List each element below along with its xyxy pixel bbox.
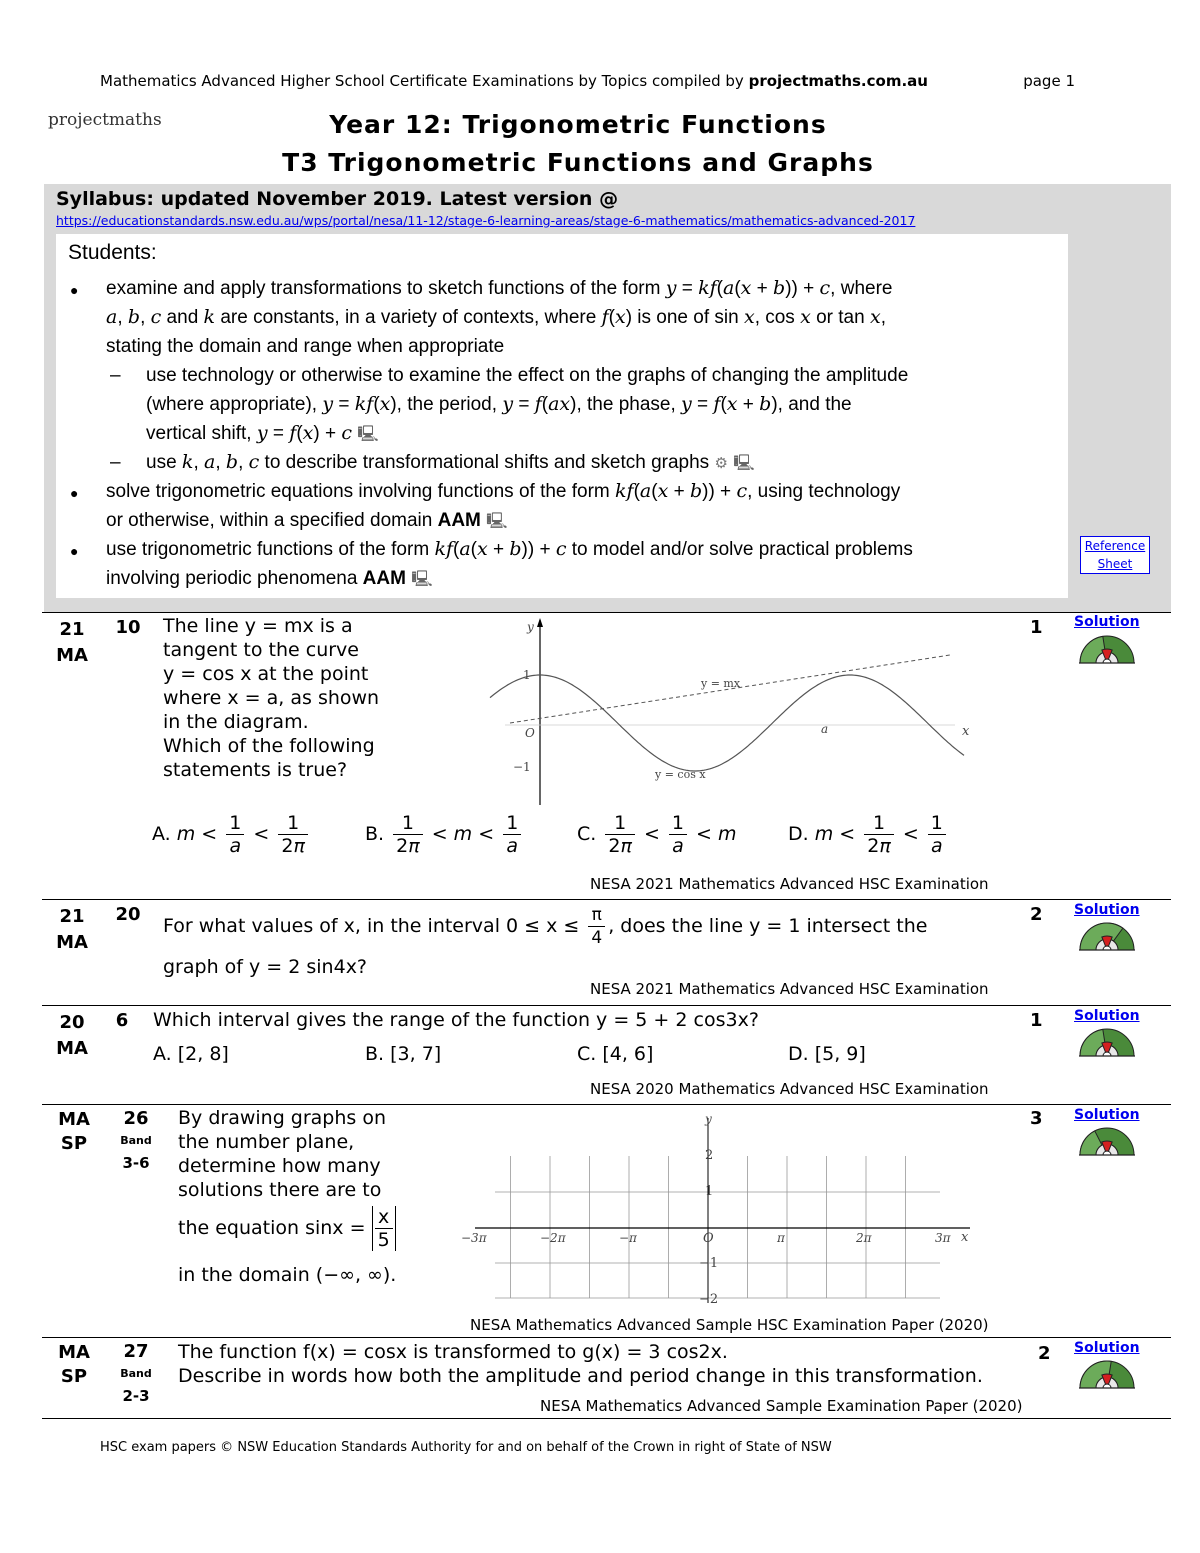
question-source: NESA 2021 Mathematics Advanced HSC Examination <box>590 875 989 893</box>
grid <box>495 1156 940 1298</box>
bullet: ● <box>70 485 79 501</box>
outcome-line: or otherwise, within a specified domain AAM 🖳 <box>106 510 508 531</box>
header-site[interactable]: projectmaths.com.au <box>748 72 928 90</box>
outcome-line: stating the domain and range when appropriate <box>106 336 505 357</box>
text-line: y = cos x at the point <box>163 663 369 685</box>
y-minus-one-label: −1 <box>699 1256 719 1271</box>
footer-copyright: HSC exam papers © NSW Education Standards Authority for and on behalf of the Crown in right of State of NSW <box>100 1440 832 1455</box>
frac-denominator: 4 <box>591 928 603 948</box>
year: 20 <box>59 1012 85 1033</box>
option-a[interactable]: A. m < $\frac{1}{a}$ < $\frac{1}{2\pi}$ <box>152 812 311 857</box>
abs-value <box>372 1206 396 1251</box>
domain-text: in the domain (−∞, ∞). <box>178 1264 397 1286</box>
x-tick-label: π <box>777 1231 785 1245</box>
question-year <box>52 904 92 956</box>
course: MA <box>56 1038 88 1059</box>
x-tick-label: 3π <box>935 1231 951 1245</box>
outcome-line: (where appropriate), y = kf(x), the period, y = f(ax), the phase, y = f(x + b), and the <box>146 393 852 415</box>
text-part: For what values of x, in the interval 0 ≤ x ≤ <box>163 915 580 937</box>
question-year <box>52 1341 96 1389</box>
page-subtitle: T3 Trigonometric Functions and Graphs <box>282 148 874 177</box>
question-number <box>114 1341 158 1407</box>
difficulty-gauge <box>1077 1357 1137 1391</box>
divider <box>42 899 1171 900</box>
text-line: in the diagram. <box>163 711 309 733</box>
question-number: 6 <box>115 1010 129 1031</box>
text-line: statements is true? <box>163 759 348 781</box>
computer-icon: 🖳 <box>486 513 508 530</box>
line-label: y = mx <box>701 677 741 690</box>
course: SP <box>60 1133 88 1154</box>
y-axis-arrow <box>537 618 543 627</box>
question-text-line2: graph of y = 2 sin4x? <box>163 956 368 978</box>
band-label: Band <box>120 1134 152 1147</box>
question-year <box>52 1010 92 1062</box>
frac-denominator: 5 <box>377 1229 390 1251</box>
reference-line1: Reference <box>1084 539 1146 553</box>
tangent-graph <box>485 615 985 810</box>
page-title: Year 12: Trigonometric Functions <box>329 110 827 139</box>
header-text: Mathematics Advanced Higher School Certificate Examinations by Topics compiled by <box>100 72 749 90</box>
year: 21 <box>59 619 85 640</box>
dash: – <box>110 365 121 386</box>
equation-text: the equation sinx = <box>178 1217 366 1239</box>
band-value: 2-3 <box>122 1387 150 1405</box>
origin-label: O <box>525 726 535 740</box>
frac-numerator: π <box>588 904 605 927</box>
course: MA <box>56 932 88 953</box>
gears-icon: ⚙ <box>714 455 728 472</box>
text-line: the number plane, <box>178 1131 355 1153</box>
x-tick-label: −π <box>619 1231 637 1245</box>
a-label: a <box>821 722 829 736</box>
difficulty-gauge <box>1077 919 1137 953</box>
divider <box>42 612 1171 613</box>
question-source: NESA 2021 Mathematics Advanced HSC Examination <box>590 980 989 998</box>
option-d[interactable]: D. [5, 9] <box>788 1043 866 1065</box>
bullet: ● <box>70 543 79 559</box>
question-number: 20 <box>115 904 141 925</box>
band-label: Band <box>120 1367 152 1380</box>
text-line: determine how many <box>178 1155 381 1177</box>
option-c[interactable]: C. [4, 6] <box>577 1043 654 1065</box>
question-text-line1: The function f(x) = cosx is transformed to g(x) = 3 cos2x. <box>178 1341 728 1363</box>
reference-line2: Sheet <box>1097 557 1133 571</box>
solution-link[interactable]: Solution <box>1074 1340 1140 1356</box>
option-a[interactable]: A. [2, 8] <box>153 1043 229 1065</box>
option-b[interactable]: B. [3, 7] <box>365 1043 442 1065</box>
option-letter: A. <box>152 823 171 845</box>
students-heading: Students: <box>68 241 157 264</box>
option-b[interactable]: B. $\frac{1}{2\pi}$ < m < $\frac{1}{a}$ <box>365 812 524 857</box>
frac-numerator: x <box>375 1206 393 1229</box>
course: SP <box>60 1366 88 1387</box>
students-panel <box>56 234 1068 598</box>
solution-link[interactable]: Solution <box>1074 902 1140 918</box>
text-line: The line y = mx is a <box>163 615 353 637</box>
question-source: NESA 2020 Mathematics Advanced HSC Examination <box>590 1080 989 1098</box>
number-plane <box>461 1108 985 1308</box>
outcome-line: involving periodic phenomena AAM 🖳 <box>106 568 433 589</box>
question-text: Which interval gives the range of the function y = 5 + 2 cos3x? <box>153 1009 759 1031</box>
y-one-label: 1 <box>705 1184 714 1199</box>
text-line: Which of the following <box>163 735 375 757</box>
y-label: y <box>527 620 534 634</box>
syllabus-box <box>44 184 1171 612</box>
origin-label: O <box>703 1231 714 1246</box>
outcome-line: a, b, c and k are constants, in a variety of contexts, where f(x) is one of sin x, cos x or tan x, <box>106 306 886 328</box>
marks: 3 <box>1030 1108 1043 1129</box>
question-number: 10 <box>115 617 141 638</box>
divider <box>42 1005 1171 1006</box>
x-tick-label: −3π <box>461 1231 487 1245</box>
x-label: x <box>962 724 970 739</box>
question-text <box>163 614 379 782</box>
page-number: page 1 <box>1023 72 1075 90</box>
question-year <box>52 1108 96 1156</box>
course: MA <box>56 645 88 666</box>
question-text <box>178 1106 386 1202</box>
solution-link[interactable]: Solution <box>1074 1107 1140 1123</box>
outcome-line: vertical shift, y = f(x) + c 🖳 <box>146 422 379 444</box>
outcome-line: examine and apply transformations to sketch functions of the form y = kf(a(x + b)) + c, where <box>106 277 893 299</box>
solution-link[interactable]: Solution <box>1074 614 1140 630</box>
projectmaths-logo: projectmaths <box>48 110 162 130</box>
equation <box>178 1206 396 1251</box>
outcome-line: use technology or otherwise to examine the effect on the graphs of changing the amplitude <box>146 365 909 386</box>
curve-label: y = cos x <box>655 768 706 781</box>
outcome-line: use trigonometric functions of the form kf(a(x + b)) + c to model and/or solve practical problems <box>106 538 913 560</box>
option-c[interactable]: C. $\frac{1}{2\pi}$ < $\frac{1}{a}$ < m <box>577 812 737 857</box>
outcome-line: solve trigonometric equations involving functions of the form kf(a(x + b)) + c, using technology <box>106 480 901 502</box>
option-letter: D. <box>788 823 809 845</box>
y-label: y <box>705 1112 712 1126</box>
dash: – <box>110 452 121 473</box>
syllabus-heading: Syllabus: updated November 2019. Latest version @ <box>56 188 619 210</box>
marks: 2 <box>1038 1343 1051 1364</box>
divider <box>42 1104 1171 1105</box>
y-minus-two-label: −2 <box>699 1292 719 1307</box>
question-source: NESA Mathematics Advanced Sample HSC Examination Paper (2020) <box>470 1316 989 1334</box>
computer-icon: 🖳 <box>733 455 755 472</box>
divider <box>42 1418 1171 1419</box>
year: MA <box>58 1109 90 1130</box>
divider <box>42 1337 1171 1338</box>
question-text <box>163 904 927 949</box>
running-header <box>100 72 1075 90</box>
question-number <box>114 1108 158 1174</box>
minus-one-label: −1 <box>513 760 531 774</box>
question-source: NESA Mathematics Advanced Sample Examination Paper (2020) <box>540 1397 1023 1415</box>
text-line: where x = a, as shown <box>163 687 380 709</box>
difficulty-gauge <box>1077 1025 1137 1059</box>
marks: 1 <box>1030 617 1043 638</box>
marks: 1 <box>1030 1010 1043 1031</box>
question-year <box>52 617 92 669</box>
x-tick-label: −2π <box>540 1231 566 1245</box>
y-two-label: 2 <box>705 1148 714 1163</box>
year: 21 <box>59 906 85 927</box>
option-letter: C. <box>577 823 597 845</box>
text-line: By drawing graphs on <box>178 1107 387 1129</box>
question-text-line2: Describe in words how both the amplitude and period change in this transformation. <box>178 1365 983 1387</box>
option-letter: B. <box>365 823 385 845</box>
band-value: 3-6 <box>122 1154 150 1172</box>
option-d[interactable]: D. m < $\frac{1}{2\pi}$ < $\frac{1}{a}$ <box>788 812 949 857</box>
text-part: , does the line y = 1 intersect the <box>608 915 928 937</box>
x-tick-label: 2π <box>856 1231 872 1245</box>
reference-sheet-link[interactable] <box>1080 536 1150 574</box>
bullet: ● <box>70 282 79 298</box>
computer-icon: 🖳 <box>411 571 433 588</box>
number: 27 <box>123 1341 149 1362</box>
solution-link[interactable]: Solution <box>1074 1008 1140 1024</box>
syllabus-link[interactable]: https://educationstandards.nsw.edu.au/wps/portal/nesa/11-12/stage-6-learning-areas/stage-6-mathematics/mathematics-advanced-2017 <box>56 213 916 228</box>
year: MA <box>58 1342 90 1363</box>
x-label: x <box>961 1230 969 1245</box>
text-line: solutions there are to <box>178 1179 382 1201</box>
outcome-line: use k, a, b, c to describe transformational shifts and sketch graphs ⚙ 🖳 <box>146 451 755 473</box>
marks: 2 <box>1030 904 1043 925</box>
difficulty-gauge <box>1077 632 1137 666</box>
number: 26 <box>123 1108 149 1129</box>
computer-icon: 🖳 <box>357 426 379 443</box>
one-label: 1 <box>523 668 531 682</box>
text-line: tangent to the curve <box>163 639 359 661</box>
difficulty-gauge <box>1077 1124 1137 1158</box>
